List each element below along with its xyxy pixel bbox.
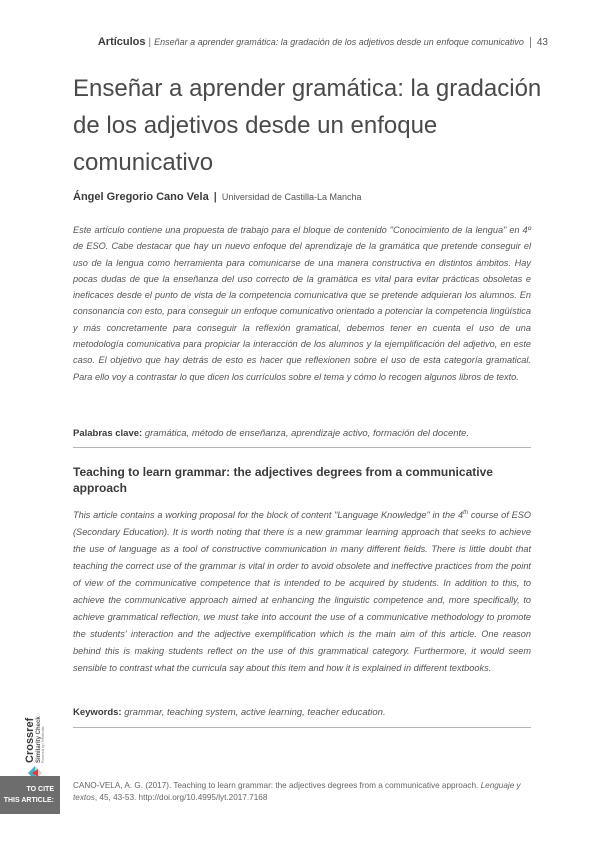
keywords-list-spanish: gramática, método de enseñanza, aprendizaje activo, formación del docente. [144,428,470,439]
crossref-badge[interactable] [22,702,48,780]
citation-journal: Lenguaje y textos [73,781,521,802]
section-label: Artículos [97,36,146,48]
header-separator: | [148,36,152,48]
keywords-english [73,707,531,718]
article-title: Enseñar a aprender gramática: la gradación de los adjetivos desde un enfoque comunicativo [73,75,542,176]
citation-doi[interactable]: , 45, 43-53. http://doi.org/10.4995/lyt.2017.7168 [94,793,268,802]
author-name: Ángel Gregorio Cano Vela [73,191,209,203]
crossref-name: Crossref [23,717,36,763]
keywords-label-spanish: Palabras clave: [73,428,143,439]
author-line [73,191,361,203]
crossref-powered-by: Powered by iThenticate [40,726,45,763]
author-separator: | [213,191,217,203]
running-header [98,36,548,48]
cite-label-box [0,776,60,814]
abstract-english-part2: course of ESO (Secondary Education). It is worth noting that there is a new grammar learning approach that seeks to achieve the use of language as a tool of constructive communication in many different fields. There is little doubt that teaching the correct use of the grammar is vital in order to avoid obsolete and ineffective practices from the point of view of the communicative competence that is intended to be acquired by students. In addition to this, to achieve the communicative approach aimed at enhancing the linguistic competence and, more specifically, to achieve grammatical reflection, we must take into account the use of a communicative methodology to promote the students' interaction and the adjective exemplification which is the main aim of this article. One reason behind this is making students reflect on the use of this grammatical category. Furthermore, it would seem sensible to contrast what the curricula say about this item and how it is explained in different textbooks. [73,510,531,674]
english-title: Teaching to learn grammar: the adjectives degrees from a communicative approach [73,465,493,495]
abstract-english-part1: This article contains a working proposal for the block of content "Language Knowledge" in the 4 [73,510,464,521]
author-affiliation: Universidad de Castilla-La Mancha [221,192,362,202]
ordinal-suffix: th [463,510,469,516]
section-divider [73,447,531,448]
keywords-list-english: grammar, teaching system, active learning, teacher education. [124,707,386,718]
keywords-label-english: Keywords: [73,707,122,718]
page-number: 43 [530,37,548,48]
section-divider [73,727,531,728]
citation-text [73,780,543,804]
keywords-spanish [73,428,531,439]
running-title: Enseñar a aprender gramática: la gradación de los adjetivos desde un enfoque comunicativo [154,37,524,47]
citation-authors-title: CANO-VELA, A. G. (2017). Teaching to learn grammar: the adjectives degrees from a communicative approach. [73,781,481,790]
crossref-subtitle: Similarity Check [35,716,42,763]
cite-label-line2: THIS ARTICLE: [3,797,54,804]
cite-label-line1: TO CITE [26,786,54,793]
abstract-spanish: Este artículo contiene una propuesta de trabajo para el bloque de contenido "Conocimiento de la lengua" en 4º de ESO. Cabe destacar que hay un nuevo enfoque del aprendizaje de la gramática que pretende conseguir el uso de la lengua como herramienta para comunicarse de una manera constructiva en distintos ámbitos. Hay pocas dudas de que la enseñanza del uso correcto de la gramática es vital para evitar prácticas obsoletas e ineficaces desde el punto de vista de la competencia comunicativa que se pretende adquieran los alumnos. En consonancia con esto, para conseguir un enfoque comunicativo orientado a potenciar la competencia lingüística y más concretamente para conseguir la reflexión gramatical, debemos tener en cuenta el uso de una metodología comunicativa para propiciar la interacción de los alumnos y la ejemplificación del adjetivo, en este caso. El objetivo que hay detrás de esto es hacer que reflexionen sobre el uso de esta categoría gramatical. Para ello voy a contrastar lo que dicen los currículos sobre el tema y cómo lo recogen algunos libros de texto. [73,225,531,382]
abstract-english [73,505,531,677]
